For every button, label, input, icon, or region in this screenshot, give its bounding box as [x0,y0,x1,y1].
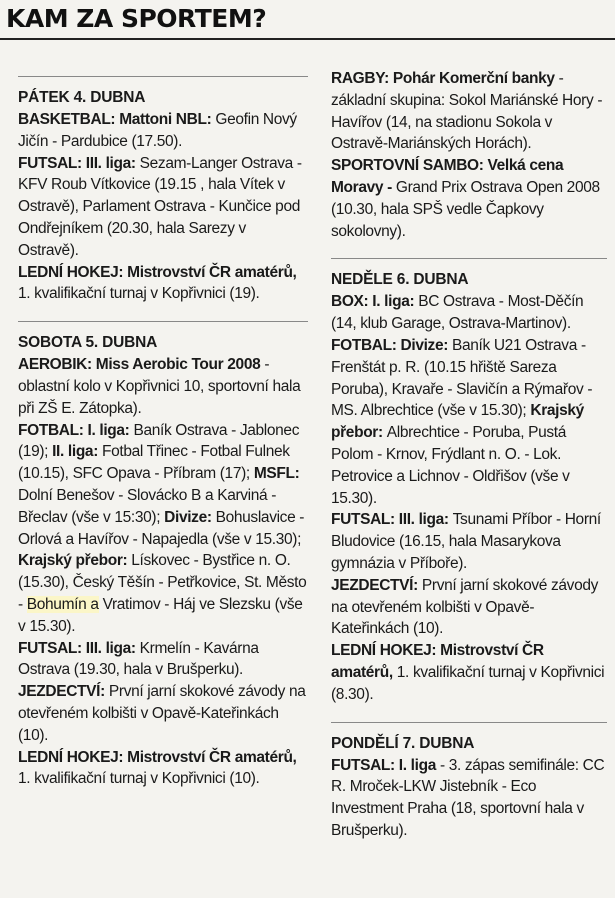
sport-label: LEDNÍ HOKEJ: Mistrovství ČR amatérů, [331,642,544,681]
day-heading: PONDĚLÍ 7. DUBNA [331,734,475,752]
event-entry [18,747,308,791]
event-entry [18,153,308,262]
event-details: - základní skupina: Sokol Mariánské Hory - Havířov (14, na stadionu Sokola v Ostravě-Mariánských Horách). [331,70,603,153]
event-details: Tsunami Příbor - Horní Bludovice (16.15, hala Masarykova gymnázia v Příboře). [331,511,601,572]
section-divider [331,722,607,723]
section-gap [18,305,308,317]
section-gap [331,706,607,718]
sport-label: LEDNÍ HOKEJ: Mistrovství ČR amatérů, [18,748,297,766]
event-entry [331,640,607,705]
sport-label: FUTSAL: III. liga: [331,511,453,529]
event-entry [331,335,607,509]
sport-label: FUTSAL: I. liga [331,756,440,774]
sport-label: MSFL: [253,465,300,483]
sport-label: BASKETBAL: Mattoni NBL: [18,111,216,128]
sport-label: SPORTOVNÍ SAMBO: Velká cena Moravy - [331,157,564,196]
section-divider [18,76,308,77]
event-details: Sezam-Langer Ostrava - KFV Roub Vítkovice (19.15 , hala Vítek v Ostravě), Parlament Ostrava - Kunčice pod Ondřejníkem (20.30, hala Sarezy v Ostravě). [18,154,302,259]
event-details: 1. kvalifikační turnaj v Kopřivnici (10). [18,770,260,788]
sport-label: Krajský přebor: [331,402,584,442]
event-details: 1. kvalifikační turnaj v Kopřivnici (8.30). [331,663,605,703]
event-details: Lískovec - Bystřice n. O. (15.30), Český Těšín - Petřkovice, St. Město - [18,552,307,613]
event-entry [331,155,607,242]
title-rule [0,38,615,40]
sport-label: II. liga: [52,443,102,461]
sport-label: BOX: I. liga: [331,293,419,311]
event-entry [331,755,607,842]
section-divider [331,258,607,259]
sport-label: FOTBAL: Divize: [331,336,452,354]
sport-label: FUTSAL: III. liga: [18,639,140,657]
sport-label: Divize: [164,508,216,526]
section-divider [18,321,308,322]
event-entry [18,109,308,153]
left-column [18,72,308,790]
event-details: - 3. zápas semifinále: CC R. Mroček-LKW Jistebník - Eco Investment Praha (18, sportovní hala v Brušperku). [331,756,605,839]
highlighted-text: Bohumín a [26,595,99,613]
event-entry [331,68,607,155]
event-details: Geofin Nový Jičín - Pardubice (17.50). [18,111,297,150]
event-details: Baník Ostrava - Jablonec (19); [18,421,300,461]
event-details: 1. kvalifikační turnaj v Kopřivnici (19). [18,285,260,303]
sport-label: FOTBAL: I. liga: [18,421,134,439]
day-heading: SOBOTA 5. DUBNA [18,334,158,352]
event-entry [18,420,308,638]
event-entry [18,681,308,746]
sport-label: JEZDECTVÍ: [18,683,109,701]
event-details: Bohuslavice - Orlová a Havířov - Napajedla (vše v 15.30); [18,508,305,548]
sport-label: AEROBIK: Miss Aerobic Tour 2008 [18,356,265,374]
sport-label: LEDNÍ HOKEJ: Mistrovství ČR amatérů, [18,263,297,281]
event-details: BC Ostrava - Most-Děčín (14, klub Garage, Ostrava-Martinov). [331,293,584,333]
event-details: Vratimov - Háj ve Slezsku (vše v 15.30). [18,595,303,635]
sport-label: Krajský přebor: [18,552,132,570]
day-heading: NEDĚLE 6. DUBNA [331,271,469,289]
event-entry [18,638,308,682]
sport-label: RAGBY: Pohár Komerční banky [331,70,559,87]
event-entry [18,262,308,306]
event-details: Dolní Benešov - Slovácko B a Karviná - Břeclav (vše v 15:30); [18,486,277,526]
event-details: První jarní skokové závody na otevřeném kolbišti v Opavě-Kateřinkách (10). [331,576,599,638]
page-title: KAM ZA SPORTEM? [6,4,267,33]
event-entry [331,509,607,574]
event-details: Grand Prix Ostrava Open 2008 (10.30, hala SPŠ vedle Čapkovy sokolovny). [331,178,600,240]
right-column [331,68,607,842]
event-details: Krmelín - Kavárna Ostrava (19.30, hala v Brušperku). [18,639,259,679]
event-entry [331,575,607,640]
event-details: Albrechtice - Poruba, Pustá Polom - Krnov, Frýdlant n. O. - Lok. Petrovice a Lichnov - Oldřišov (vše v 15.30). [331,424,570,507]
event-details: První jarní skokové závody na otevřeném kolbišti v Opavě-Kateřinkách (10). [18,683,306,744]
sport-label: FUTSAL: III. liga: [18,154,140,172]
day-heading: PÁTEK 4. DUBNA [18,89,146,106]
event-details: Baník U21 Ostrava - Frenštát p. R. (10.15 hřiště Sareza Poruba), Kravaře - Slavičín a Rýmařov - MS. Albrechtice (vše v 15.30); [331,336,593,420]
event-details: - oblastní kolo v Kopřivnici 10, sportovní hala při ZŠ E. Zátopka). [18,356,301,417]
section-gap [331,242,607,254]
event-details: Fotbal Třinec - Fotbal Fulnek (10.15), SFC Opava - Příbram (17); [18,443,290,483]
event-entry [331,291,607,335]
sport-label: JEZDECTVÍ: [331,576,422,594]
event-entry [18,354,308,419]
